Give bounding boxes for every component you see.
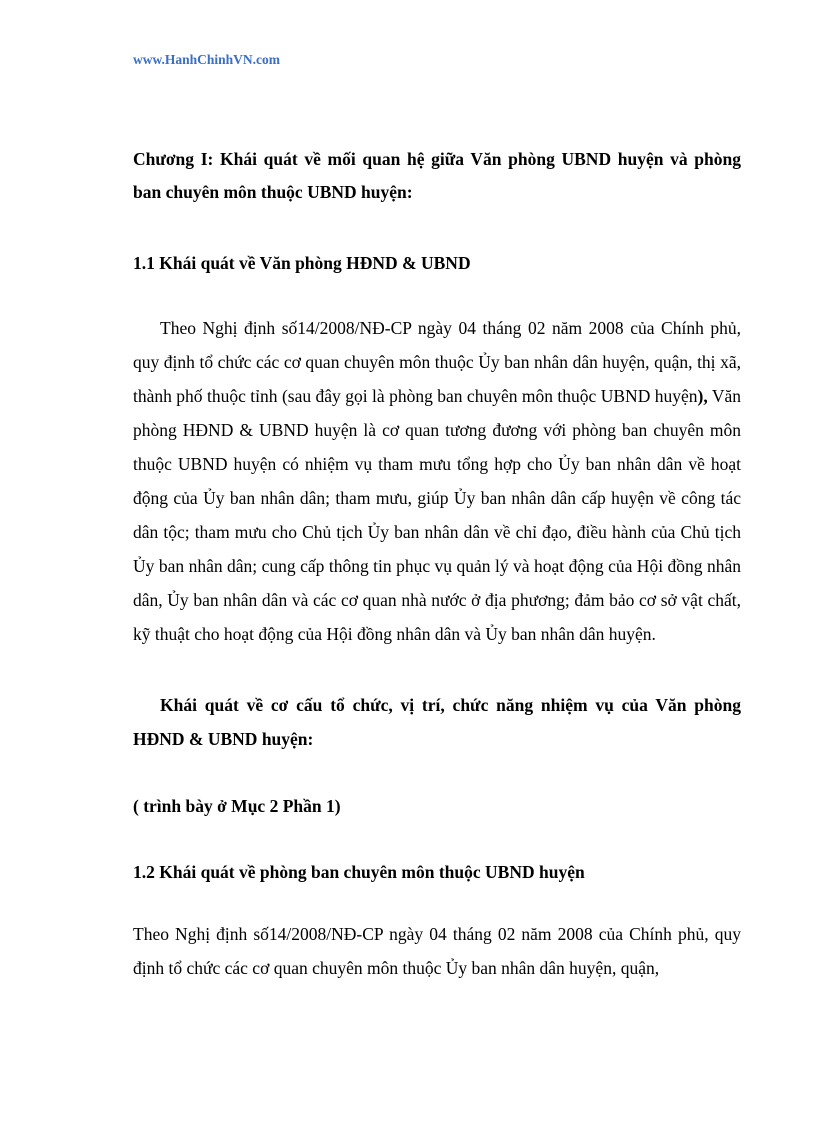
chapter-title: Chương I: Khái quát về mối quan hệ giữa Văn phòng UBND huyện và phòng ban chuyên môn thuộc UBND huyện: (133, 149, 741, 202)
paragraph-text-part1: Theo Nghị định số14/2008/NĐ-CP ngày 04 tháng 02 năm 2008 của Chính phủ, quy định tổ chức các cơ quan chuyên môn thuộc Ủy ban nhân dân huyện, quận, thị xã, thành phố thuộc tỉnh (sau đây gọi là phòng ban chuyên môn thuộc UBND huyện (133, 318, 741, 406)
section-1-1-title: 1.1 Khái quát về Văn phòng HĐND & UBND (133, 253, 471, 273)
section-1-1-subheading: Khái quát về cơ cấu tổ chức, vị trí, chức năng nhiệm vụ của Văn phòng HĐND & UBND huyện: (133, 695, 741, 749)
section-1-1-paragraph (133, 311, 741, 651)
section-1-1-reference: ( trình bày ở Mục 2 Phần 1) (133, 796, 341, 816)
section-1-2-paragraph: Theo Nghị định số14/2008/NĐ-CP ngày 04 tháng 02 năm 2008 của Chính phủ, quy định tổ chức các cơ quan chuyên môn thuộc Ủy ban nhân dân huyện, quận, (133, 924, 741, 978)
paragraph-text-part2: Văn phòng HĐND & UBND huyện là cơ quan tương đương với phòng ban chuyên môn thuộc UBND huyện có nhiệm vụ tham mưu tổng hợp cho Ủy ban nhân dân về hoạt động của Ủy ban nhân dân; tham mưu, giúp Ủy ban nhân dân cấp huyện về công tác dân tộc; tham mưu cho Chủ tịch Ủy ban nhân dân về chỉ đạo, điều hành của Chủ tịch Ủy ban nhân dân; cung cấp thông tin phục vụ quản lý và hoạt động của Hội đồng nhân dân, Ủy ban nhân dân và các cơ quan nhà nước ở địa phương; đảm bảo cơ sở vật chất, kỹ thuật cho hoạt động của Hội đồng nhân dân và Ủy ban nhân dân huyện. (133, 386, 742, 644)
site-link[interactable]: www.HanhChinhVN.com (133, 52, 281, 67)
section-1-2-title: 1.2 Khái quát về phòng ban chuyên môn thuộc UBND huyện (133, 862, 585, 882)
paragraph-bold-mark: ), (697, 386, 708, 406)
document-body (133, 143, 741, 985)
